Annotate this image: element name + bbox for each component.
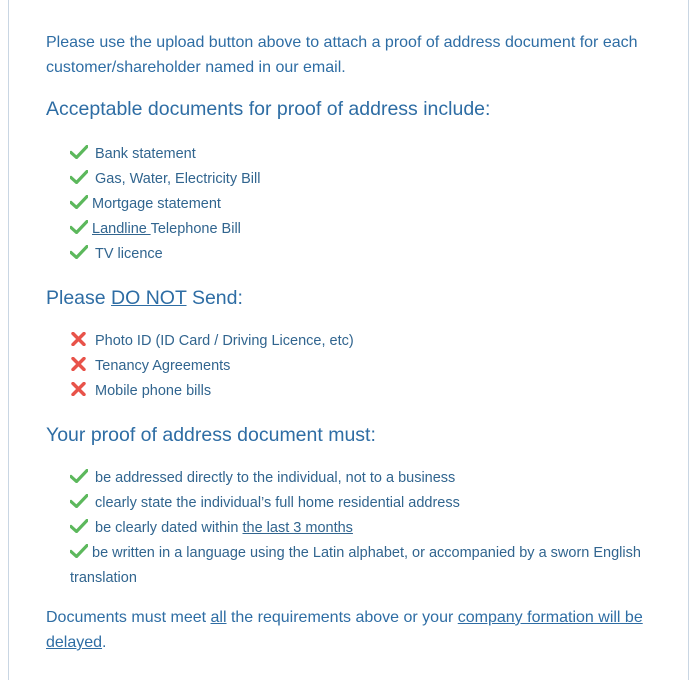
do-not-emphasis: DO NOT: [111, 287, 187, 309]
list-item-label: TV licence: [95, 246, 163, 262]
list-item: [70, 329, 656, 354]
closing-all-underlined: all: [210, 609, 227, 626]
check-icon: [70, 245, 88, 259]
list-item: [70, 192, 656, 217]
list-item-label: Photo ID (ID Card / Driving Licence, etc): [95, 333, 354, 349]
list-item-label: Bank statement: [95, 146, 196, 162]
check-icon: [70, 220, 88, 234]
closing-part: the requirements above or your: [226, 609, 458, 626]
list-item-label: be addressed directly to the individual, not to a business: [95, 470, 456, 486]
list-item: [70, 242, 656, 267]
check-icon: [70, 519, 88, 533]
cross-icon: [70, 382, 88, 396]
check-icon: [70, 195, 88, 209]
check-icon: [70, 494, 88, 508]
closing-part: .: [102, 634, 107, 651]
acceptable-list: [46, 142, 656, 267]
list-item: [70, 491, 656, 516]
cross-icon: [70, 332, 88, 346]
check-icon: [70, 170, 88, 184]
must-list: [46, 466, 656, 591]
list-item: [70, 466, 656, 491]
do-not-list: [46, 329, 656, 404]
check-icon: [70, 469, 88, 483]
list-item-label: be clearly dated within: [95, 520, 243, 536]
closing-part: Documents must meet: [46, 609, 211, 626]
list-item: [70, 167, 656, 192]
list-item: [70, 516, 656, 541]
list-item: [70, 354, 656, 379]
last-3-months-underlined-text: the last 3 months: [242, 520, 353, 536]
do-not-heading-prefix: Please: [46, 287, 112, 309]
list-item: [70, 142, 656, 167]
list-item-label: Tenancy Agreements: [95, 358, 231, 374]
list-item-label: Mobile phone bills: [95, 383, 212, 399]
intro-text: Please use the upload button above to attach a proof of address document for each customer/shareholder named in our email.: [46, 34, 638, 76]
closing-text: [46, 605, 656, 655]
check-icon: [70, 145, 88, 159]
list-item-label: Gas, Water, Electricity Bill: [95, 171, 261, 187]
list-item: [70, 541, 656, 591]
cross-icon: [70, 357, 88, 371]
do-not-heading-suffix: Send:: [186, 287, 243, 309]
list-item-label: be written in a language using the Latin alphabet, or accompanied by a sworn English translation: [70, 545, 641, 586]
check-icon: [70, 544, 88, 558]
list-item-label: Telephone Bill: [150, 221, 241, 237]
landline-underlined-text: Landline: [92, 221, 151, 237]
instructions-panel: [46, 30, 656, 655]
list-item-label: Mortgage statement: [92, 196, 221, 212]
acceptable-heading: Acceptable documents for proof of address include:: [46, 98, 491, 120]
do-not-heading: [46, 285, 656, 311]
company-formation-link[interactable]: company formation will be delayed: [46, 609, 643, 651]
list-item: [70, 379, 656, 404]
list-item-label: clearly state the individual’s full home residential address: [95, 495, 460, 511]
list-item: [70, 217, 656, 242]
must-heading: Your proof of address document must:: [46, 424, 376, 446]
